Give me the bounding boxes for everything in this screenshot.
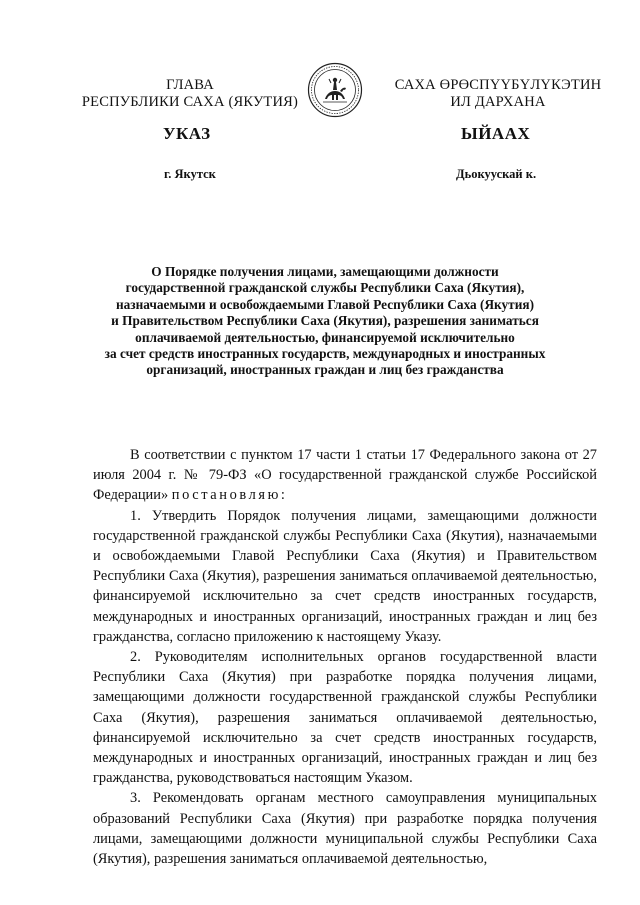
decree-label-ru: УКАЗ: [163, 124, 211, 143]
title-line: О Порядке получения лицами, замещающими должности: [151, 264, 499, 279]
coat-of-arms-icon: [307, 62, 363, 118]
decree-label-sah: ЫЙААХ: [461, 124, 531, 143]
paragraph-2: 2. Руководителям исполнительных органов государственной власти Республики Саха (Якутия) при разработке порядка получения лицами, замещающими должности государственной гражданской службы Республики Саха (Якутия), разрешения заниматься оплачиваемой деятельностью, финансируемой исключительно за счет средств иностранных государств, международных и иностранных организаций, иностранных граждан и лиц без гражданства, руководствоваться настоящим Указом.: [93, 649, 597, 787]
issuer-republic-ru: РЕСПУБЛИКИ САХА (ЯКУТИЯ): [81, 94, 299, 110]
city-label-sah: Дьокуускай к.: [456, 167, 537, 181]
document-body: [93, 445, 597, 869]
title-line: и Правительством Республики Саха (Якутия), разрешения заниматься: [111, 313, 539, 329]
issuer-header-russian: [80, 77, 300, 111]
document-title: [90, 264, 560, 379]
paragraph-3: 3. Рекомендовать органам местного самоуправления муниципальных образований Республики Саха (Якутия) при разработке порядка получения лицами, замещающими должности муниципальной службы Республики Саха (Якутия), разрешения заниматься оплачиваемой деятельностью,: [93, 790, 597, 868]
resolve-word: постановляю:: [171, 487, 288, 504]
preamble-text: В соответствии с пунктом 17 части 1 статьи 17 Федерального закона от 27 июля 2004 г. № 79-ФЗ «О государственной гражданской службе Российской Федерации»: [93, 447, 597, 504]
title-line: оплачиваемой деятельностью, финансируемой исключительно: [135, 329, 515, 345]
paragraph-1: 1. Утвердить Порядок получения лицами, замещающими должности государственной гражданской службы Республики Саха (Якутия), назначаемыми и освобождаемыми Главой Республики Саха (Якутия) и Правительством Республики Саха (Якутия), разрешения заниматься оплачиваемой деятельностью, финансируемой исключительно за счет средств иностранных государств, международных и иностранных организаций, иностранных граждан и лиц без гражданства, согласно приложению к настоящему Указу.: [93, 507, 597, 645]
issuer-title-sah: ИЛ ДАРХАНА: [450, 94, 546, 110]
preamble-paragraph: [93, 445, 597, 506]
city-label-ru: г. Якутск: [164, 167, 216, 181]
title-line: организаций, иностранных граждан и лиц без гражданства: [146, 362, 504, 378]
issuer-title-ru: ГЛАВА: [166, 77, 214, 93]
issuer-republic-sah: САХА ӨРӨСПҮҮБҮЛҮКЭТИН: [394, 77, 602, 93]
title-line: за счет средств иностранных государств, международных и иностранных: [104, 346, 546, 362]
title-line: государственной гражданской службы Республики Саха (Якутия),: [125, 280, 525, 296]
issuer-header-yakut: [388, 77, 608, 111]
title-line: назначаемыми и освобождаемыми Главой Республики Саха (Якутия): [115, 296, 534, 312]
